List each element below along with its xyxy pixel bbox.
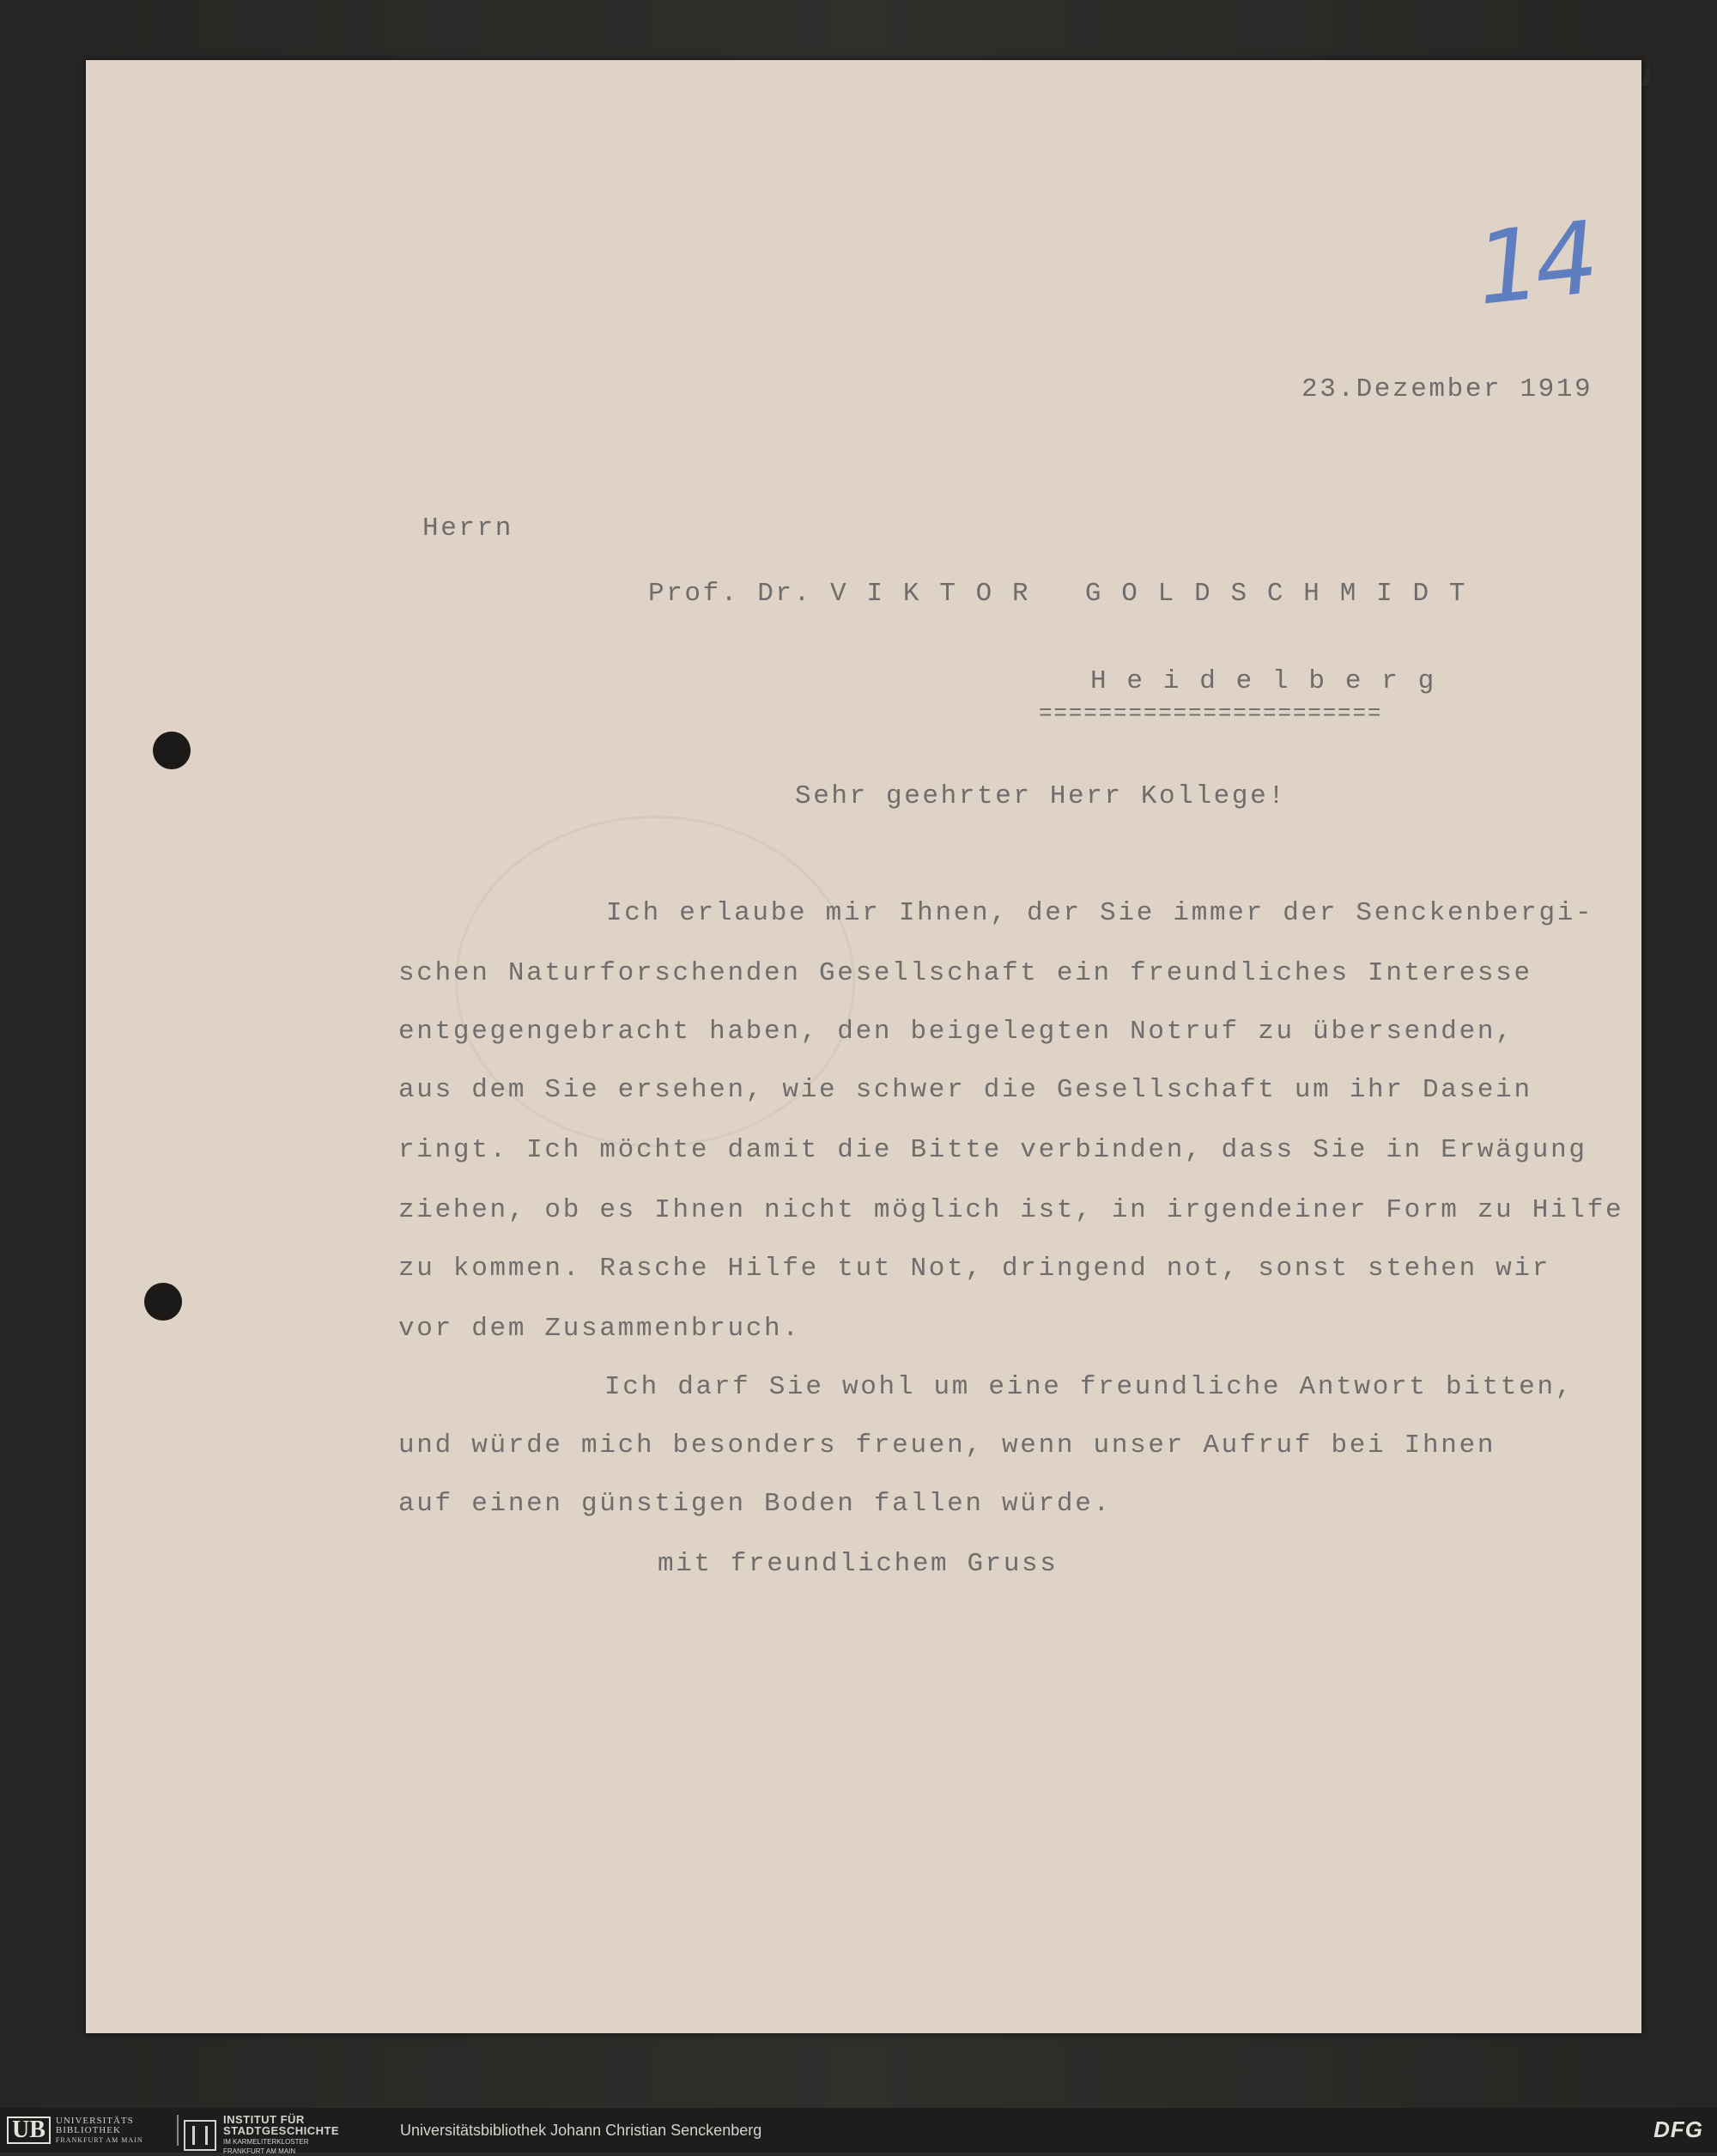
footer-bar	[0, 2108, 1717, 2153]
body-line: und würde mich besonders freuen, wenn unser Aufruf bei Ihnen	[398, 1430, 1496, 1461]
recipient-name: Prof. Dr. V I K T O R G O L D S C H M I D T	[648, 579, 1468, 609]
body-line: auf einen günstigen Boden fallen würde.	[398, 1489, 1112, 1519]
body-line: vor dem Zusammenbruch.	[398, 1314, 801, 1344]
body-line: Ich darf Sie wohl um eine freundliche Antwort bitten,	[604, 1372, 1574, 1402]
body-line: zu kommen. Rasche Hilfe tut Not, dringend not, sonst stehen wir	[398, 1254, 1551, 1284]
dfg-logo: DFG	[1653, 2117, 1703, 2142]
punch-hole-upper	[153, 732, 191, 769]
body-line: entgegengebracht haben, den beigelegten Notruf zu übersenden,	[398, 1017, 1514, 1047]
punch-hole-lower	[144, 1283, 182, 1321]
body-line: ringt. Ich möchte damit die Bitte verbinden, dass Sie in Erwägung	[398, 1135, 1587, 1165]
footer-caption: Universitätsbibliothek Johann Christian Senckenberg	[400, 2122, 762, 2139]
body-line: Ich erlaube mir Ihnen, der Sie immer der Senckenbergi-	[606, 898, 1594, 928]
body-line: ziehen, ob es Ihnen nicht möglich ist, in irgendeiner Form zu Hilfe	[398, 1195, 1624, 1225]
ifs-logo-text: INSTITUT FÜR STADTGESCHICHTE IM KARMELITERKLOSTER FRANKFURT AM MAIN	[223, 2113, 340, 2155]
city-underline: =======================	[1039, 701, 1383, 726]
letter-page	[86, 60, 1641, 2033]
ub-logo	[7, 2117, 143, 2144]
ifs-logo	[184, 2115, 339, 2156]
ifs-logo-mark	[184, 2120, 216, 2151]
body-line: aus dem Sie ersehen, wie schwer die Gesellschaft um ihr Dasein	[398, 1075, 1532, 1105]
footer-divider	[177, 2115, 179, 2146]
recipient-city: H e i d e l b e r g	[1090, 666, 1436, 696]
ub-logo-text: UNIVERSITÄTS BIBLIOTHEK FRANKFURT AM MAIN	[55, 2115, 143, 2144]
folio-number: 14	[1471, 200, 1599, 328]
ub-logo-mark: UB	[7, 2117, 51, 2144]
greeting: Sehr geehrter Herr Kollege!	[795, 781, 1287, 811]
closing: mit freundlichem Gruss	[658, 1549, 1059, 1579]
letter-date: 23.Dezember 1919	[1301, 374, 1593, 404]
salutation-herrn: Herrn	[422, 513, 514, 544]
body-line: schen Naturforschenden Gesellschaft ein freundliches Interesse	[398, 958, 1532, 988]
